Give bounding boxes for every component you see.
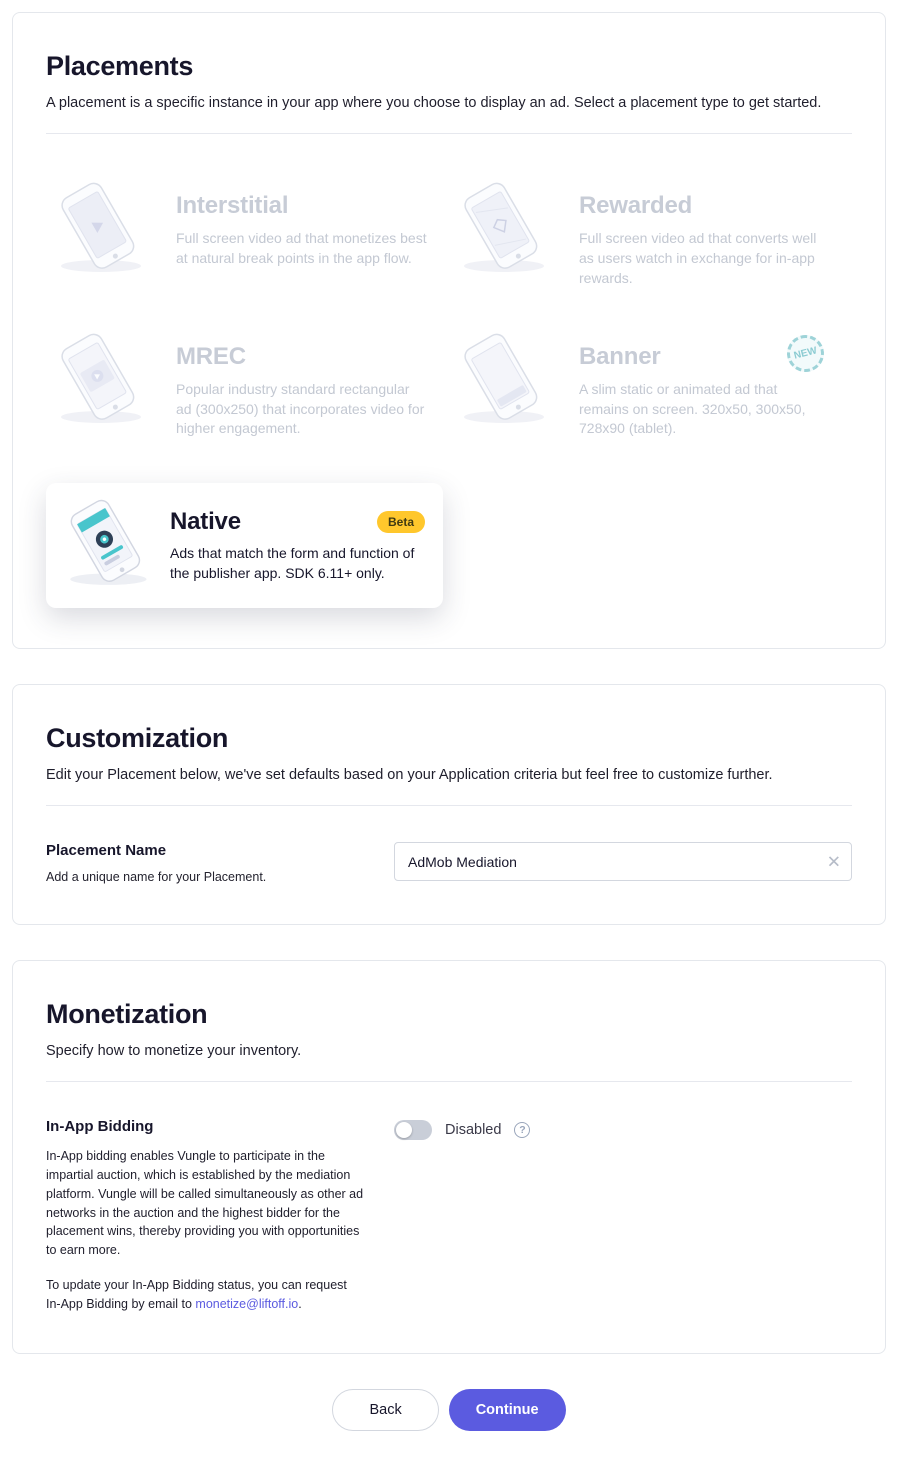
help-icon[interactable]: ? [514,1122,530,1138]
placement-name-label: Placement Name [46,842,167,860]
placement-type-banner[interactable] [449,333,852,440]
placement-name-input[interactable] [394,842,852,881]
placements-card [12,12,886,649]
mrec-phone-icon [46,333,156,430]
customization-card [12,684,886,925]
customization-subtitle: Edit your Placement below, we've set defaults based on your Application criteria but feel free to customize further. [46,767,773,784]
divider [46,805,852,806]
rewarded-phone-icon [449,182,559,279]
placements-title: Placements [46,51,194,81]
placement-type-description: Popular industry standard rectangular ad (300x250) that incorporates video for higher engagement. [176,380,425,437]
in-app-bidding-row [46,1118,852,1313]
in-app-bidding-update-note: To update your In-App Bidding status, you can request In-App Bidding by email to monetize@liftoff.io. [46,1277,347,1311]
in-app-bidding-description: In-App bidding enables Vungle to participate in the impartial auction, which is established by the mediation platform. Vungle will be called simultaneously as other ad networks in the auction and the highest bidder for the placement wins, thereby providing you with opportunities to earn more. [46,1149,364,1257]
placement-type-rewarded[interactable] [449,182,852,289]
placement-type-description: Ads that match the form and function of the publisher app. SDK 6.11+ only. [170,544,415,581]
toggle-knob [396,1122,412,1138]
placement-type-name: Banner [579,342,661,370]
monetize-email-link[interactable]: monetize@liftoff.io [195,1296,299,1311]
monetization-subtitle: Specify how to monetize your inventory. [46,1043,302,1060]
placements-subtitle: A placement is a specific instance in your app where you choose to display an ad. Select a placement type to get started. [46,95,822,111]
divider [46,1081,852,1082]
placement-type-description: Full screen video ad that converts well as users watch in exchange for in-app rewards. [579,230,817,286]
interstitial-phone-icon [46,182,156,279]
monetization-title: Monetization [46,999,208,1030]
banner-phone-icon [449,333,559,430]
in-app-bidding-toggle[interactable] [394,1120,432,1140]
placement-name-helper: Add a unique name for your Placement. [46,870,267,885]
placement-type-grid [46,182,852,608]
placement-type-name: Rewarded [579,192,693,219]
in-app-bidding-label: In-App Bidding [46,1118,154,1136]
placement-type-description: A slim static or animated ad that remains on screen. 320x50, 300x50, 728x90 (tablet). [579,380,806,437]
new-badge: NEW [783,331,828,376]
in-app-bidding-status: Disabled [445,1122,502,1139]
placement-type-native-selected[interactable] [46,483,443,608]
footer-actions [0,1389,898,1431]
placement-type-interstitial[interactable] [46,182,449,289]
placement-type-mrec[interactable] [46,333,449,440]
placement-type-name: Interstitial [176,192,289,219]
divider [46,133,852,134]
placement-type-name: Native [170,507,241,535]
placement-name-row [46,842,852,884]
continue-button[interactable]: Continue [449,1389,566,1431]
clear-input-icon[interactable]: ✕ [826,852,841,872]
placement-type-name: MREC [176,342,246,370]
customization-title: Customization [46,723,229,754]
placement-type-description: Full screen video ad that monetizes best at natural break points in the app flow. [176,230,427,266]
beta-badge: Beta [377,511,425,533]
back-button[interactable]: Back [332,1389,438,1431]
monetization-card [12,960,886,1354]
native-phone-icon [56,497,156,594]
